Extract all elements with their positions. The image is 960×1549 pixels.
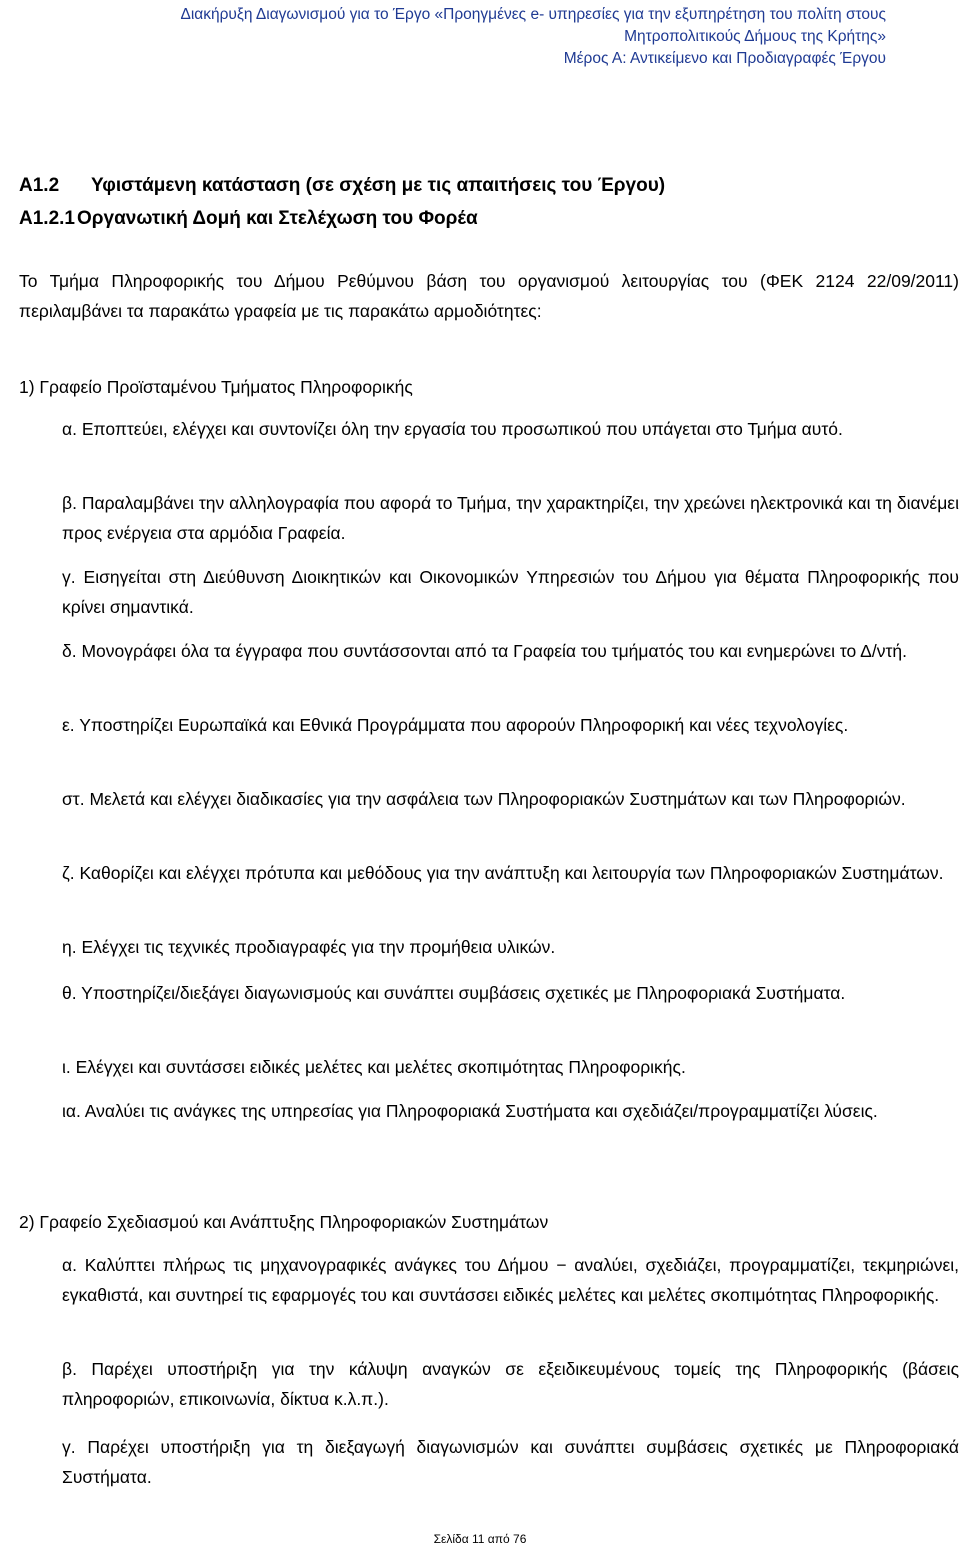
section-1-item: δ. Μονογράφει όλα τα έγγραφα που συντάσσονται από τα Γραφεία του τμήματός του και ενημερώνει το Δ/ντή. — [62, 641, 907, 661]
page-number: Σελίδα 11 από 76 — [433, 1532, 527, 1546]
section-1-item: στ. Μελετά και ελέγχει διαδικασίες για την ασφάλεια των Πληροφοριακών Συστημάτων και των Πληροφοριών. — [62, 789, 906, 809]
heading-a1-2-1-text: Οργανωτική Δομή και Στελέχωση του Φορέα — [77, 208, 478, 229]
header-line-3: Μέρος Α: Αντικείμενο και Προδιαγραφές Έργου — [563, 50, 886, 67]
section-1-item: γ. Εισηγείται στη Διεύθυνση Διοικητικών και Οικονομικών Υπηρεσιών του Δήμου για θέματα Πληροφορικής που κρίνει σημαντικά. — [62, 567, 959, 617]
header-line-1: Διακήρυξη Διαγωνισμού για το Έργο «Προηγμένες e- υπηρεσίες για την εξυπηρέτηση του πολίτη στους — [180, 6, 886, 23]
section-1-item: η. Ελέγχει τις τεχνικές προδιαγραφές για την προμήθεια υλικών. — [62, 937, 556, 957]
header-line-2: Μητροπολιτικούς Δήμους της Κρήτης» — [624, 28, 886, 45]
heading-a1-2-1 — [19, 208, 478, 230]
section-1-item: θ. Υποστηρίζει/διεξάγει διαγωνισμούς και συνάπτει συμβάσεις σχετικές με Πληροφοριακά Συστήματα. — [62, 983, 846, 1003]
heading-a1-2-text: Υφιστάμενη κατάσταση (σε σχέση με τις απαιτήσεις του Έργου) — [91, 175, 666, 196]
document-header — [26, 4, 886, 70]
heading-a1-2-1-number: Α1.2.1 — [19, 208, 75, 229]
heading-a1-2 — [19, 175, 665, 197]
section-2-item: β. Παρέχει υποστήριξη για την κάλυψη αναγκών σε εξειδικευμένους τομείς της Πληροφορικής (βάσεις πληροφοριών, επικοινωνία, δίκτυα κ.λ.π.). — [62, 1359, 959, 1409]
section-1-item: ια. Αναλύει τις ανάγκες της υπηρεσίας για Πληροφοριακά Συστήματα και σχεδιάζει/προγραμματίζει λύσεις. — [62, 1101, 878, 1121]
section-1-item: ε. Υποστηρίζει Ευρωπαϊκά και Εθνικά Προγράμματα που αφορούν Πληροφορική και νέες τεχνολογίες. — [62, 715, 849, 735]
section-1-item: ζ. Καθορίζει και ελέγχει πρότυπα και μεθόδους για την ανάπτυξη και λειτουργία των Πληροφοριακών Συστημάτων. — [62, 863, 944, 883]
intro-paragraph: Το Τμήμα Πληροφορικής του Δήμου Ρεθύμνου βάση του οργανισμού λειτουργίας του (ΦΕΚ 2124 22/09/2011) περιλαμβάνει τα παρακάτω γραφεία με τις παρακάτω αρμοδιότητες: — [19, 271, 959, 321]
section-2-item: γ. Παρέχει υποστήριξη για τη διεξαγωγή διαγωνισμών και συνάπτει συμβάσεις σχετικές με Πληροφοριακά Συστήματα. — [62, 1437, 959, 1487]
section-1-title: 1) Γραφείο Προϊσταμένου Τμήματος Πληροφορικής — [19, 377, 413, 397]
section-1-item: ι. Ελέγχει και συντάσσει ειδικές μελέτες και μελέτες σκοπιμότητας Πληροφορικής. — [62, 1057, 686, 1077]
section-2-title: 2) Γραφείο Σχεδιασμού και Ανάπτυξης Πληροφοριακών Συστημάτων — [19, 1212, 549, 1232]
section-2-item: α. Καλύπτει πλήρως τις μηχανογραφικές ανάγκες του Δήμου − αναλύει, σχεδιάζει, προγραμματίζει, τεκμηριώνει, εγκαθιστά, και συντηρεί τις εφαρμογές του και συντάσσει ειδικές μελέτες και μελέτες σκοπιμότητας Πληροφορικής. — [62, 1255, 959, 1305]
section-1-item: α. Εποπτεύει, ελέγχει και συντονίζει όλη την εργασία του προσωπικού που υπάγεται στο Τμήμα αυτό. — [62, 419, 843, 439]
section-1-item: β. Παραλαμβάνει την αλληλογραφία που αφορά το Τμήμα, την χαρακτηρίζει, την χρεώνει ηλεκτρονικά και τη διανέμει προς ενέργεια στα αρμόδια Γραφεία. — [62, 493, 959, 543]
heading-a1-2-number: Α1.2 — [19, 175, 60, 196]
